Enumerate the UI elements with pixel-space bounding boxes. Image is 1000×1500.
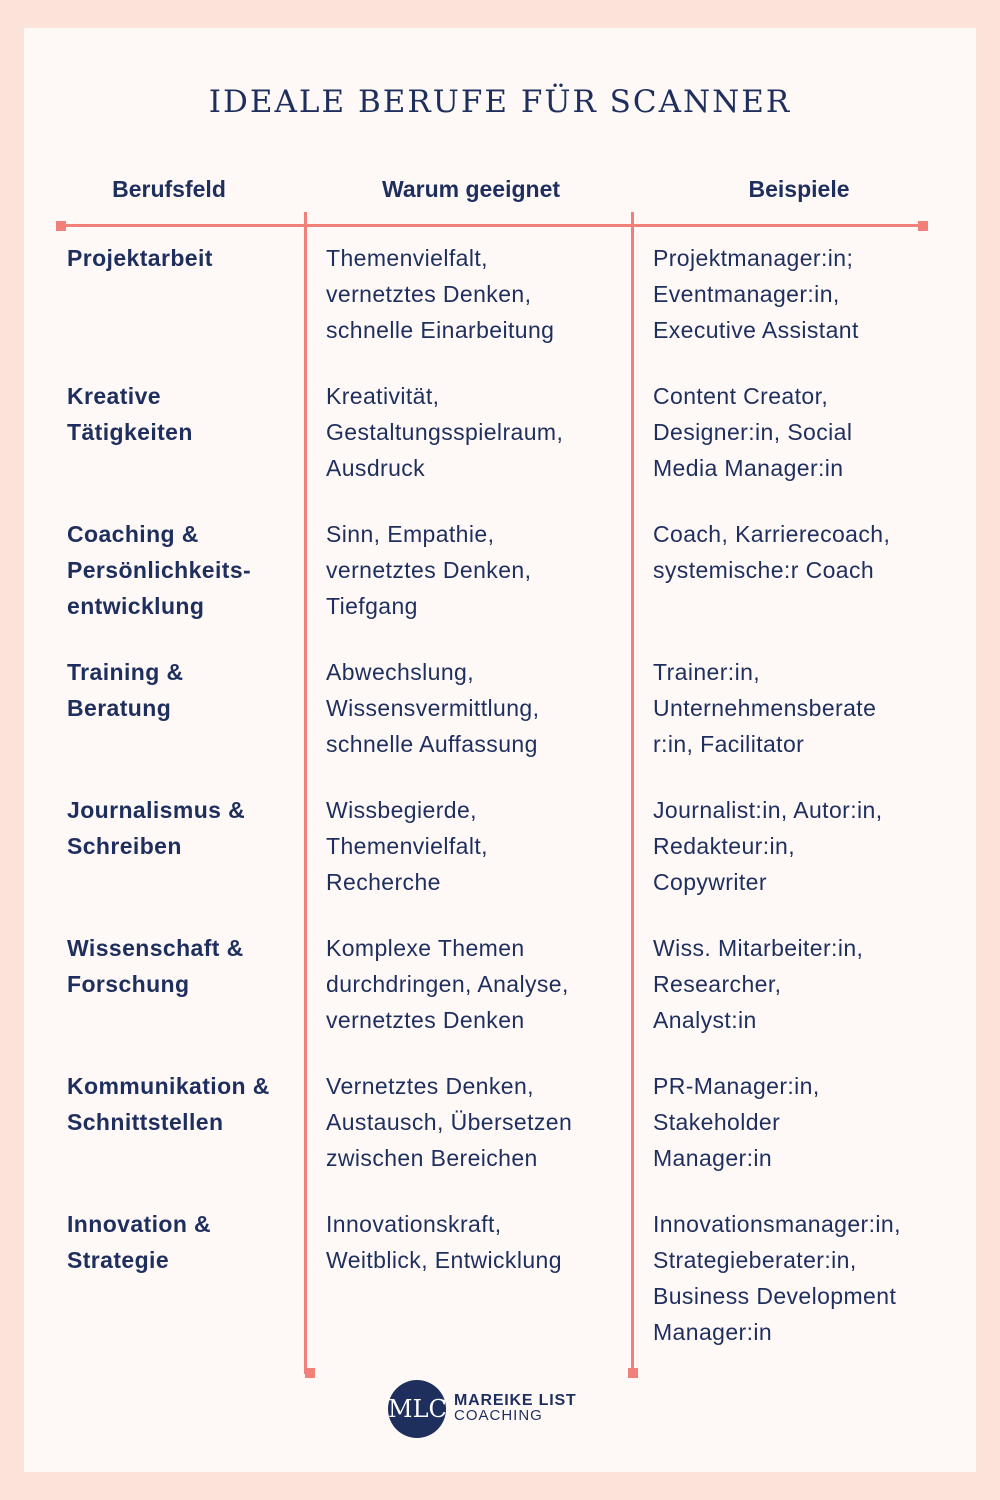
row-field-line: Schnittstellen bbox=[67, 1109, 224, 1135]
row-examples-line: Journalist:in, Autor:in, bbox=[653, 797, 883, 823]
column-divider-2 bbox=[631, 212, 634, 1374]
row-reason-line: Wissensvermittlung, bbox=[326, 695, 540, 721]
brand-logo bbox=[388, 1380, 628, 1440]
row-field-line: Schreiben bbox=[67, 833, 182, 859]
row-field-line: Journalismus & bbox=[67, 797, 246, 823]
row-reason bbox=[326, 1206, 624, 1278]
row-reason-line: zwischen Bereichen bbox=[326, 1145, 538, 1171]
row-field-line: Wissenschaft & bbox=[67, 935, 244, 961]
header-divider bbox=[61, 224, 923, 227]
row-examples-line: Media Manager:in bbox=[653, 455, 844, 481]
logo-name: MAREIKE LIST bbox=[454, 1392, 577, 1409]
row-reason-line: Gestaltungsspielraum, bbox=[326, 419, 564, 445]
row-reason bbox=[326, 516, 624, 624]
row-field-line: Forschung bbox=[67, 971, 190, 997]
row-reason-line: Innovationskraft, bbox=[326, 1211, 502, 1237]
row-reason-line: Themenvielfalt, bbox=[326, 245, 488, 271]
logo-monogram: MLC bbox=[388, 1380, 446, 1438]
row-field-line: Strategie bbox=[67, 1247, 170, 1273]
row-reason-line: Tiefgang bbox=[326, 593, 418, 619]
row-field-line: Kreative bbox=[67, 383, 161, 409]
row-field bbox=[67, 930, 305, 1002]
row-reason-line: vernetztes Denken, bbox=[326, 281, 532, 307]
row-reason-line: Ausdruck bbox=[326, 455, 426, 481]
row-field bbox=[67, 240, 305, 276]
row-field-line: Projektarbeit bbox=[67, 245, 213, 271]
row-reason-line: Komplexe Themen bbox=[326, 935, 525, 961]
row-reason bbox=[326, 1068, 624, 1176]
row-field bbox=[67, 654, 305, 726]
row-reason-line: durchdringen, Analyse, bbox=[326, 971, 569, 997]
header-berufsfeld: Berufsfeld bbox=[112, 176, 226, 202]
row-reason-line: Weitblick, Entwicklung bbox=[326, 1247, 562, 1273]
row-examples-line: Trainer:in, bbox=[653, 659, 761, 685]
header-warum-geeignet: Warum geeignet bbox=[381, 176, 561, 202]
row-examples-line: Analyst:in bbox=[653, 1007, 757, 1033]
row-field bbox=[67, 378, 305, 450]
row-examples-line: systemische:r Coach bbox=[653, 557, 875, 583]
row-examples-line: Content Creator, bbox=[653, 383, 829, 409]
row-field-line: Kommunikation & bbox=[67, 1073, 270, 1099]
row-examples-line: Wiss. Mitarbeiter:in, bbox=[653, 935, 864, 961]
logo-subtitle: COACHING bbox=[454, 1407, 543, 1424]
row-reason-line: Vernetztes Denken, bbox=[326, 1073, 534, 1099]
row-examples-line: Researcher, bbox=[653, 971, 782, 997]
row-field-line: Persönlichkeits- bbox=[67, 557, 252, 583]
divider-end-left bbox=[56, 221, 66, 231]
row-examples-line: Copywriter bbox=[653, 869, 767, 895]
row-examples bbox=[653, 1068, 953, 1176]
row-examples-line: Projektmanager:in; bbox=[653, 245, 854, 271]
row-reason-line: schnelle Auffassung bbox=[326, 731, 538, 757]
row-reason-line: vernetztes Denken bbox=[326, 1007, 525, 1033]
row-examples-line: Designer:in, Social bbox=[653, 419, 853, 445]
row-examples-line: Innovationsmanager:in, bbox=[653, 1211, 901, 1237]
row-field-line: Beratung bbox=[67, 695, 172, 721]
row-examples-line: Coach, Karrierecoach, bbox=[653, 521, 891, 547]
row-reason-line: schnelle Einarbeitung bbox=[326, 317, 555, 343]
row-field bbox=[67, 1068, 305, 1140]
row-examples bbox=[653, 516, 953, 588]
row-examples bbox=[653, 378, 953, 486]
row-reason-line: Themenvielfalt, bbox=[326, 833, 488, 859]
row-examples-line: PR-Manager:in, bbox=[653, 1073, 820, 1099]
row-reason-line: Recherche bbox=[326, 869, 441, 895]
row-examples bbox=[653, 654, 953, 762]
row-reason-line: Kreativität, bbox=[326, 383, 440, 409]
row-examples-line: Manager:in bbox=[653, 1145, 773, 1171]
row-reason bbox=[326, 792, 624, 900]
divider-end-right bbox=[918, 221, 928, 231]
row-field-line: Tätigkeiten bbox=[67, 419, 193, 445]
row-examples-line: Executive Assistant bbox=[653, 317, 859, 343]
row-field bbox=[67, 1206, 305, 1278]
row-examples-line: Unternehmensberate bbox=[653, 695, 877, 721]
row-reason-line: Abwechslung, bbox=[326, 659, 474, 685]
row-field-line: entwicklung bbox=[67, 593, 205, 619]
row-field-line: Coaching & bbox=[67, 521, 199, 547]
row-examples-line: r:in, Facilitator bbox=[653, 731, 805, 757]
row-field bbox=[67, 792, 305, 864]
row-examples bbox=[653, 930, 953, 1038]
row-reason bbox=[326, 930, 624, 1038]
row-field-line: Training & bbox=[67, 659, 184, 685]
row-reason bbox=[326, 654, 624, 762]
row-examples-line: Redakteur:in, bbox=[653, 833, 795, 859]
row-examples-line: Stakeholder bbox=[653, 1109, 781, 1135]
page-title: IDEALE BERUFE FÜR SCANNER bbox=[208, 84, 792, 120]
row-reason-line: Austausch, Übersetzen bbox=[326, 1109, 573, 1135]
row-examples bbox=[653, 1206, 953, 1350]
row-examples-line: Business Development bbox=[653, 1283, 897, 1309]
row-examples-line: Manager:in bbox=[653, 1319, 773, 1345]
row-examples-line: Strategieberater:in, bbox=[653, 1247, 857, 1273]
row-examples-line: Eventmanager:in, bbox=[653, 281, 840, 307]
row-reason-line: Sinn, Empathie, bbox=[326, 521, 495, 547]
row-reason-line: vernetztes Denken, bbox=[326, 557, 532, 583]
row-examples bbox=[653, 792, 953, 900]
row-field-line: Innovation & bbox=[67, 1211, 212, 1237]
row-reason bbox=[326, 240, 624, 348]
column-divider-2-end bbox=[628, 1368, 638, 1378]
row-examples bbox=[653, 240, 953, 348]
header-beispiele: Beispiele bbox=[748, 176, 850, 202]
row-reason bbox=[326, 378, 624, 486]
column-divider-1-end bbox=[305, 1368, 315, 1378]
row-field bbox=[67, 516, 305, 624]
row-reason-line: Wissbegierde, bbox=[326, 797, 477, 823]
